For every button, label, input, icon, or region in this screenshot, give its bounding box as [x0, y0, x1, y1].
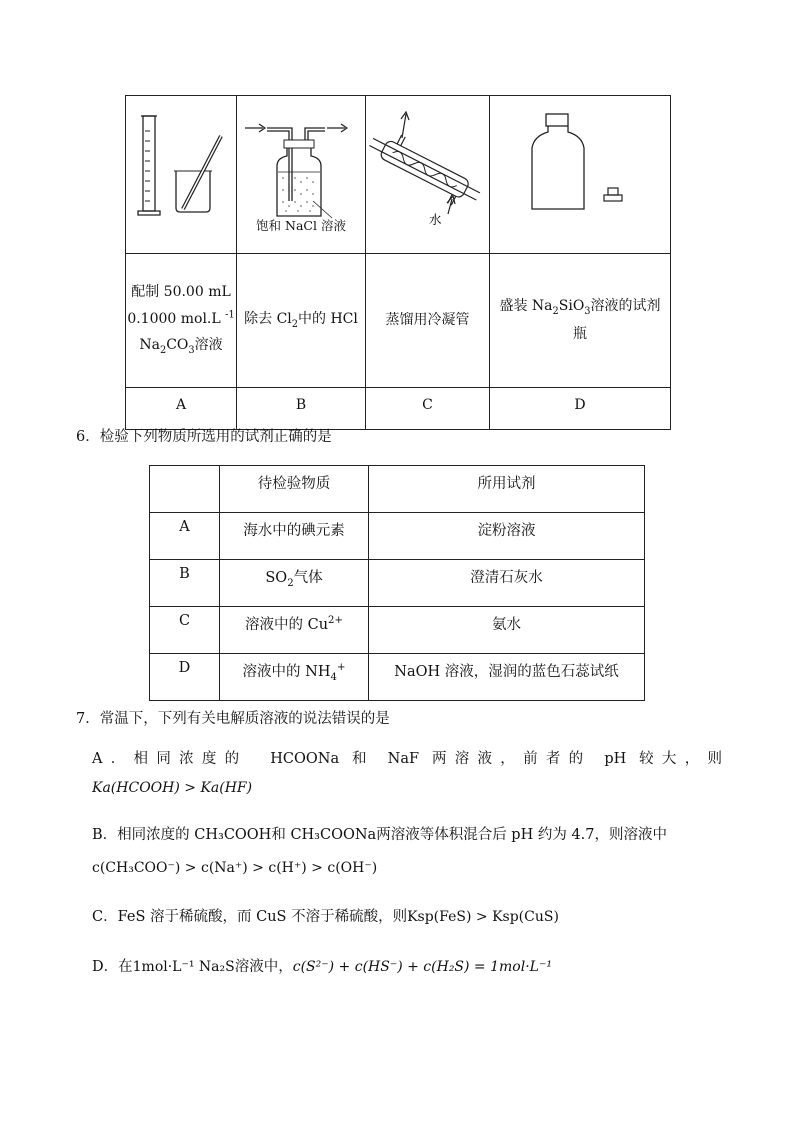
label-b: B: [237, 387, 366, 429]
label-c: C: [366, 387, 490, 429]
cell-a-image: [126, 96, 237, 254]
cell-c-desc: 蒸馏用冷凝管: [366, 253, 490, 387]
water-label: 水: [429, 212, 442, 227]
q7-option-a: A．相同浓度的 HCOONa 和 NaF 两溶液，前者的 pH 较大，则: [92, 751, 722, 767]
label-a: A: [126, 387, 237, 429]
header-blank: [150, 466, 220, 513]
table-row: C 溶液中的 $Cu^{2+}$ 氨水: [150, 607, 645, 654]
q5-apparatus-table: [125, 95, 671, 430]
header-substance: 待检验物质: [220, 466, 369, 513]
nacl-label: 饱和 NaCl 溶液: [256, 218, 346, 234]
cell-a-desc: 配制 50.00 mL 0.1000 mol.L $^{-1}$ $Na_2CO_3$溶液: [126, 253, 237, 387]
q7-option-c-formula: Ksp(FeS) > Ksp(CuS): [407, 909, 559, 925]
gas-washing-bottle-icon: [237, 106, 365, 226]
cell-b-image: [237, 96, 366, 254]
table-row: A 海水中的碘元素 淀粉溶液: [150, 513, 645, 560]
header-reagent: 所用试剂: [369, 466, 645, 513]
reagent-bottle-icon: [490, 96, 670, 243]
q7-option-d-formula: c(S²⁻) + c(HS⁻) + c(H₂S) = 1mol·L⁻¹: [292, 959, 552, 975]
cell-d-image: [490, 96, 671, 254]
q7-option-a-formula: Ka(HCOOH) > Ka(HF): [92, 780, 253, 796]
cell-d-desc: 盛装 $Na_2SiO_3$溶液的试剂 瓶: [490, 253, 671, 387]
table-row: B $SO_2$气体 澄清石灰水: [150, 560, 645, 607]
q7-stem: 7．常温下，下列有关电解质溶液的说法错误的是: [76, 711, 390, 727]
q6-table: [149, 465, 645, 701]
cell-c-image: [366, 96, 490, 254]
condenser-icon: [366, 96, 489, 243]
q7-option-c: C．FeS 溶于稀硫酸，而 CuS 不溶于稀硫酸，则Ksp(FeS) > Ksp(CuS): [92, 909, 559, 925]
q7-option-b: B．相同浓度的 CH₃COOH和 CH₃COONa两溶液等体积混合后 pH 约为 4.7，则溶液中: [92, 827, 668, 843]
q7-option-d: D．在1mol·L⁻¹ Na₂S溶液中，c(S²⁻) + c(HS⁻) + c(H₂S) = 1mol·L⁻¹: [92, 959, 552, 975]
label-d: D: [490, 387, 671, 429]
q6-stem: 6．检验下列物质所选用的试剂正确的是: [76, 429, 332, 445]
graduated-cylinder-beaker-icon: [126, 96, 236, 243]
table-row: D 溶液中的 $NH_4^+$ NaOH 溶液，湿润的蓝色石蕊试纸: [150, 654, 645, 701]
cell-b-desc: 除去 $Cl_2$中的 HCl: [237, 253, 366, 387]
q7-option-b-formula: c(CH₃COO⁻) > c(Na⁺) > c(H⁺) > c(OH⁻): [92, 860, 378, 876]
